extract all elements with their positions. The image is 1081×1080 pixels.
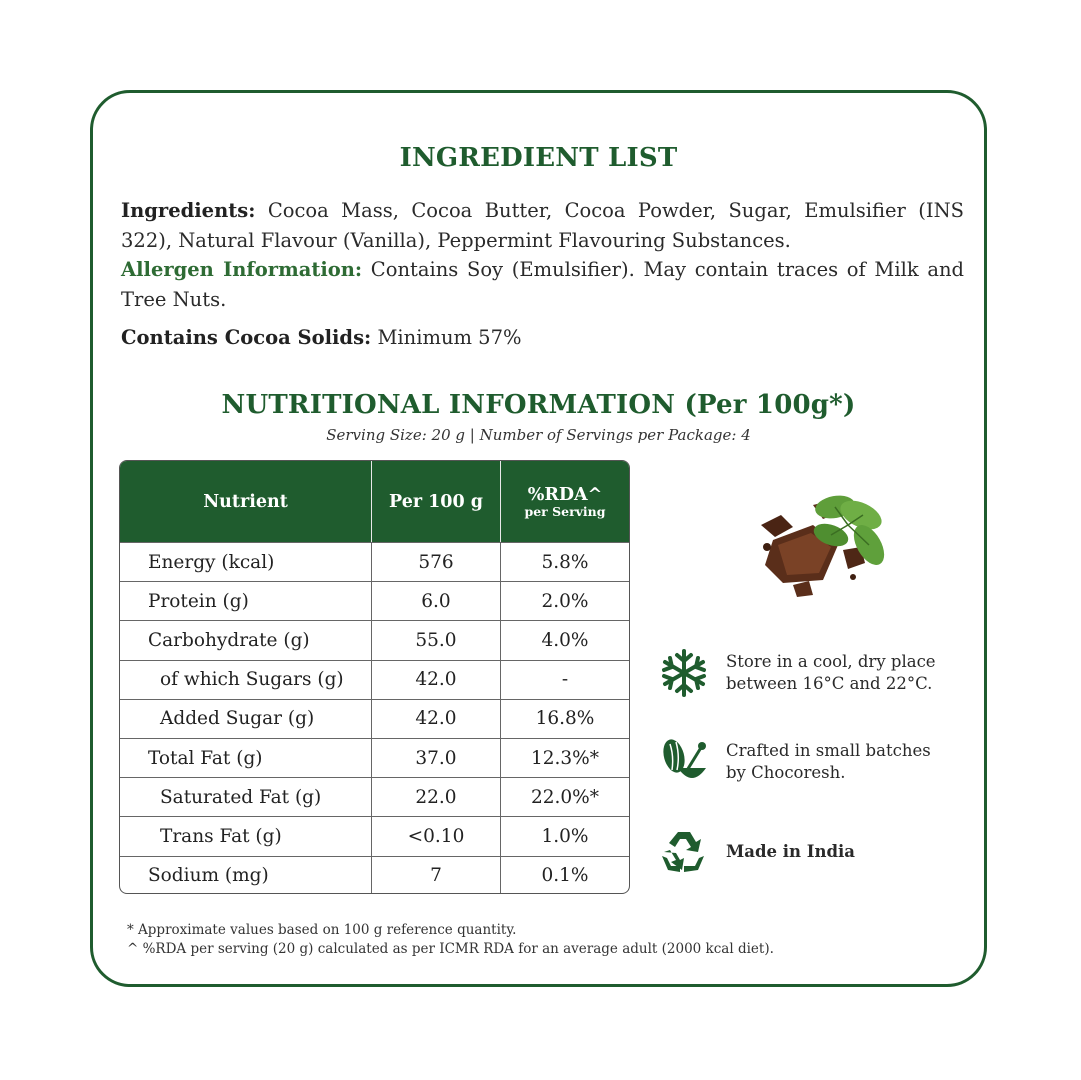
table-row	[120, 660, 629, 699]
origin-text: Made in India	[726, 842, 855, 861]
nutrient-rda: 1.0%	[541, 825, 589, 847]
nutrient-name: Saturated Fat (g)	[120, 778, 372, 816]
table-row	[120, 856, 629, 895]
ingredients-label: Ingredients:	[121, 199, 256, 222]
table-header	[120, 461, 629, 542]
table-row	[120, 738, 629, 777]
nutrient-per100: 55.0	[372, 621, 501, 659]
nutrient-per100: 42.0	[372, 700, 501, 738]
nutrient-name: Protein (g)	[120, 582, 372, 620]
storage-line2: between 16°C and 22°C.	[726, 674, 933, 693]
nutrient-per100: 7	[372, 857, 501, 895]
header-rda	[501, 461, 629, 542]
table-row	[120, 777, 629, 816]
nutrient-name: Carbohydrate (g)	[120, 621, 372, 659]
table-row	[120, 816, 629, 855]
nutrition-title: NUTRITIONAL INFORMATION (Per 100g*)	[221, 390, 856, 420]
crafted-line2: by Chocoresh.	[726, 763, 846, 782]
table-row	[120, 699, 629, 738]
origin-info	[658, 826, 958, 878]
nutrient-per100: <0.10	[372, 817, 501, 855]
header-nutrient: Nutrient	[120, 461, 372, 542]
crafted-text	[726, 740, 931, 784]
chocolate-mint-image	[753, 485, 903, 605]
nutrient-per100: 42.0	[372, 661, 501, 699]
cocoa-solids-text: Minimum 57%	[371, 326, 522, 349]
nutrient-rda: 5.8%	[541, 551, 589, 573]
header-rda-sub: per Serving	[524, 504, 606, 519]
nutrient-rda: 16.8%	[535, 708, 595, 730]
nutrient-name: Trans Fat (g)	[120, 817, 372, 855]
storage-info	[658, 647, 958, 699]
nutrient-rda: 12.3%*	[530, 747, 600, 769]
nutrient-per100: 576	[372, 543, 501, 581]
nutrient-per100: 6.0	[372, 582, 501, 620]
nutrient-rda: 4.0%	[541, 629, 589, 651]
footnote-2: ^ %RDA per serving (20 g) calculated as per ICMR RDA for an average adult (2000 kcal diet).	[127, 941, 774, 957]
header-rda-label: %RDA^	[527, 485, 603, 505]
header-per-100g: Per 100 g	[372, 461, 501, 542]
nutrient-rda: 2.0%	[541, 590, 589, 612]
footnote-1: * Approximate values based on 100 g reference quantity.	[127, 922, 517, 938]
nutrient-name: of which Sugars (g)	[120, 661, 372, 699]
cocoa-solids-label: Contains Cocoa Solids:	[121, 326, 372, 349]
nutrient-rda: -	[561, 669, 569, 691]
nutrient-rda: 22.0%*	[530, 786, 600, 808]
crafted-info	[658, 736, 958, 788]
crafted-line1: Crafted in small batches	[726, 741, 931, 760]
nutrient-rda: 0.1%	[541, 865, 589, 887]
allergen-text: Contains Soy (Emulsifier). May contain traces of Milk and Tree Nuts.	[121, 258, 964, 311]
table-row	[120, 542, 629, 581]
ingredients-text: Cocoa Mass, Cocoa Butter, Cocoa Powder, Sugar, Emulsifier (INS 322), Natural Flavour (Vanilla), Peppermint Flavouring Substances.	[121, 199, 964, 252]
nutrient-name: Total Fat (g)	[120, 739, 372, 777]
nutrient-per100: 22.0	[372, 778, 501, 816]
nutrient-name: Added Sugar (g)	[120, 700, 372, 738]
allergen-label: Allergen Information:	[121, 258, 363, 281]
serving-info: Serving Size: 20 g | Number of Servings per Package: 4	[326, 426, 751, 444]
nutrient-per100: 37.0	[372, 739, 501, 777]
storage-line1: Store in a cool, dry place	[726, 652, 936, 671]
cocoa-solids-line	[121, 323, 964, 353]
recycle-icon	[658, 826, 710, 878]
snowflake-icon	[658, 647, 710, 699]
storage-text	[726, 651, 936, 695]
cocoa-bowl-icon	[658, 736, 710, 788]
info-card	[90, 90, 987, 987]
ingredients-paragraph	[121, 196, 964, 314]
nutrient-name: Sodium (mg)	[120, 857, 372, 895]
table-row	[120, 620, 629, 659]
nutrition-table	[119, 460, 630, 894]
ingredient-list-title: INGREDIENT LIST	[399, 143, 678, 173]
nutrient-name: Energy (kcal)	[120, 543, 372, 581]
table-row	[120, 581, 629, 620]
